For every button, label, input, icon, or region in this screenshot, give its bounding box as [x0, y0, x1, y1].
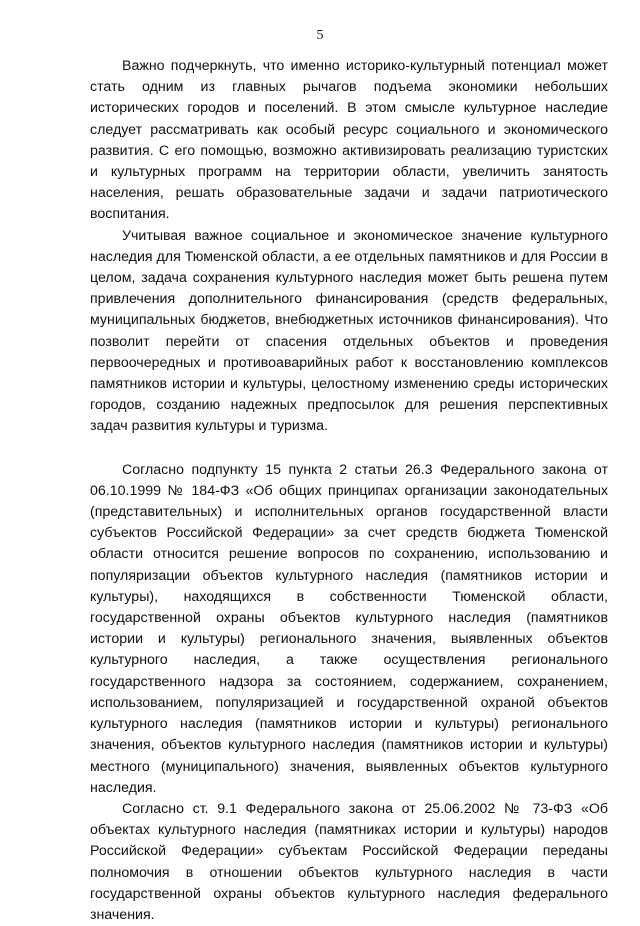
document-body — [90, 56, 608, 926]
paragraph-heritage-potential: Важно подчеркнуть, что именно историко-культурный потенциал может стать одним из главных рычагов подъема экономики небольших исторических городов и поселений. В этом смысле культурное наследие следует рассматривать как особый ресурс социального и экономического развития. С его помощью, возможно активизировать реализацию туристских и культурных программ на территории области, увеличить занятость населения, решать образовательные задачи и задачи патриотического воспитания. — [90, 58, 608, 223]
paragraph-heritage-financing: Учитывая важное социальное и экономическое значение культурного наследия для Тюменской области, а ее отдельных памятников и для России в целом, задача сохранения культурного наследия может быть решена путем привлечения дополнительного финансирования (средств федеральных, муниципальных бюджетов, внебюджетных источников финансирования). Что позволит перейти от спасения отдельных объектов и проведения первоочередных и противоаварийных работ к восстановлению комплексов памятников истории и культуры, целостному изменению среды исторических городов, созданию надежных предпосылок для решения перспективных задач развития культуры и туризма. — [90, 227, 608, 435]
page-number: 5 — [316, 28, 324, 43]
paragraph-spacer — [90, 438, 608, 460]
paragraph-law-73-fz: Согласно ст. 9.1 Федерального закона от 25.06.2002 № 73-ФЗ «Об объектах культурного наследия (памятниках истории и культуры) народов Российской Федерации» субъектам Российской Федерации переданы полномочия в отношении объектов культурного наследия в части государственной охраны объектов культурного наследия федерального значения. — [90, 800, 608, 923]
paragraph-law-184-fz: Согласно подпункту 15 пункта 2 статьи 26.3 Федерального закона от 06.10.1999 № 184-ФЗ «Об общих принципах организации законодательных (представительных) и исполнительных органов государственной власти субъектов Российской Федерации» за счет средств бюджета Тюменской области относится решение вопросов по сохранению, использованию и популяризации объектов культурного наследия (памятников истории и культуры), находящихся в собственности Тюменской области, государственной охраны объектов культурного наследия (памятников истории и культуры) регионального значения, выявленных объектов культурного наследия, а также осуществления регионального государственного надзора за состоянием, содержанием, сохранением, использованием, популяризацией и государственной охраной объектов культурного наследия (памятников истории и культуры) регионального значения, объектов культурного наследия (памятников истории и культуры) местного (муниципального) значения, выявленных объектов культурного наследия. — [90, 461, 608, 796]
